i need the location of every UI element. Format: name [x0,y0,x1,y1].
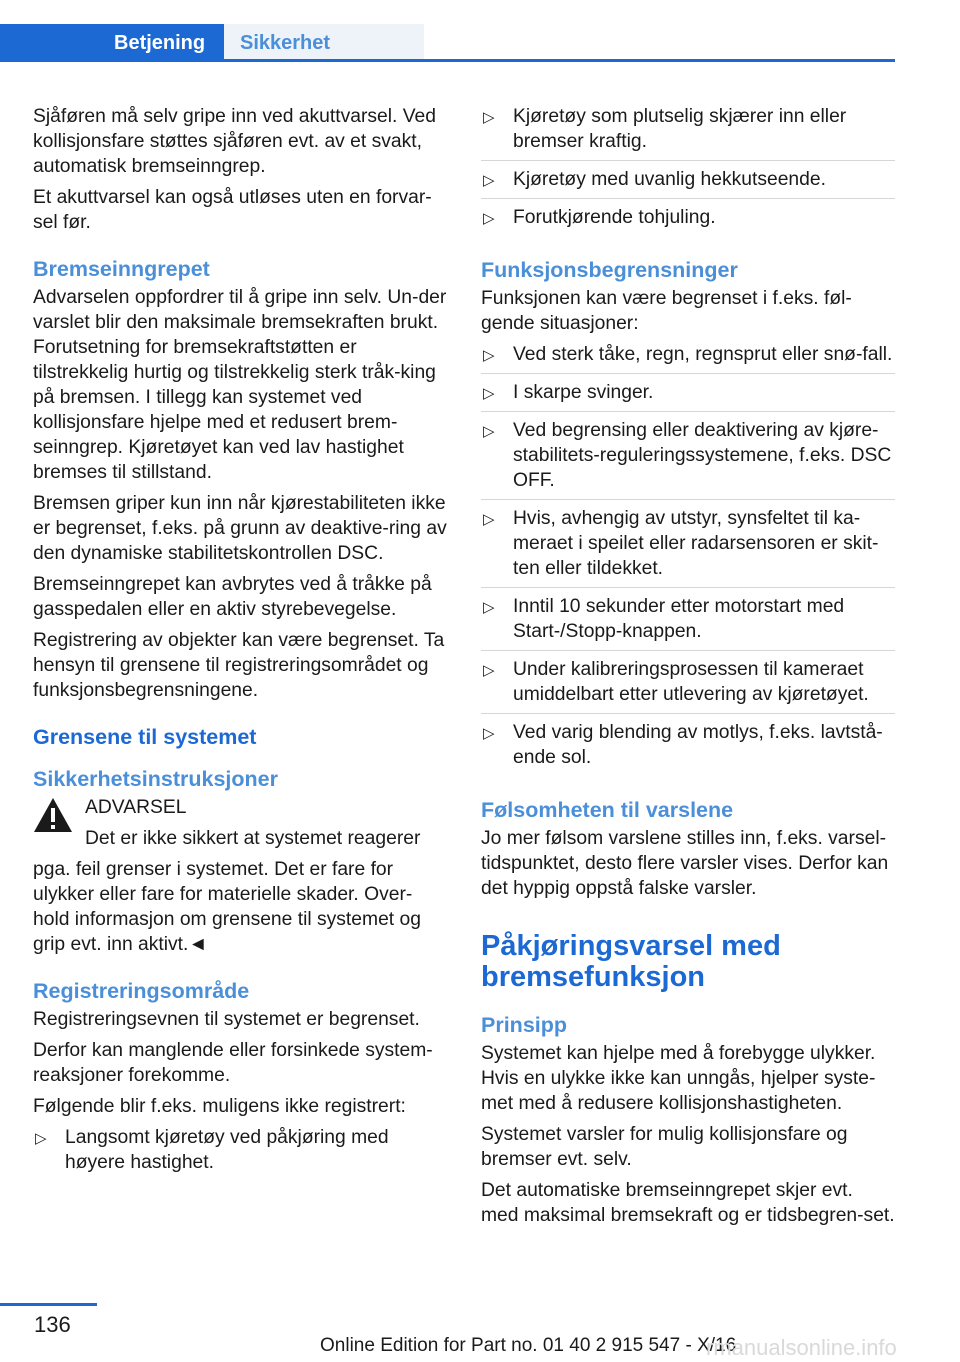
triangle-bullet-icon: ▷ [483,423,495,440]
warning-label: ADVARSEL [85,797,187,818]
warning-first-line: Det er ikke sikkert at systemet reagerer [85,828,421,849]
list-item: ▷ Kjøretøy med uvanlig hekkutseende. [481,167,895,199]
section-title: Påkjøringsvarsel med bremsefunksjon [481,930,781,993]
header-tabs [0,0,895,62]
bullet-list [481,104,895,236]
paragraph: Følgende blir f.eks. muligens ikke registrert: [33,1096,406,1117]
paragraph: Systemet kan hjelpe med å forebygge ulykker. Hvis en ulykke ikke kan unngås, hjelper syste-met med å redusere kollisjonshastigheten. [481,1043,876,1114]
paragraph: Bremseinngrepet kan avbrytes ved å tråkke på gasspedalen eller en aktiv styrebevegelse. [33,574,432,620]
triangle-bullet-icon: ▷ [483,599,495,616]
paragraph: Advarselen oppfordrer til å gripe inn selv. Un-der varslet blir den maksimale bremsekraften brukt. Forutsetning for bremsekraftstøtten er tilstrekkelig hurtig og tilstrekkelig sterk tråk-king på bremsen. I tillegg kan systemet ved kollisjonsfare hjelpe med et redusert brem-seinngrep. Kjøretøyet kan ved lav hastighet bremses til stillstand. [33,287,447,483]
bullet-list [33,1125,447,1181]
warning-text: pga. feil grenser i systemet. Det er fare for ulykker eller fare for materielle skader. Over-hold informasjon om grensene til systemet og grip evt. inn aktivt.◄ [33,859,421,955]
header-rule [0,59,895,62]
warning-triangle-icon [33,797,73,833]
warning-block [33,795,447,957]
list-item: ▷ I skarpe svinger. [481,380,895,412]
paragraph: Bremsen griper kun inn når kjørestabiliteten ikke er begrenset, f.eks. på grunn av deaktive-ring av den dynamiske stabilitetskontrollen DSC. [33,493,447,564]
triangle-bullet-icon: ▷ [483,210,495,227]
heading-registreringsomrade: Registreringsområde [33,979,250,1003]
list-item: ▷ Kjøretøy som plutselig skjærer inn eller bremser kraftig. [481,104,895,161]
list-item: ▷ Langsomt kjøretøy ved påkjøring med høyere hastighet. [35,1127,389,1173]
heading-bremseinngrepet: Bremseinngrepet [33,257,210,281]
list-item: ▷ Forutkjørende tohjuling. [481,205,895,236]
list-item: ▷ Hvis, avhengig av utstyr, synsfeltet til ka-meraet i speilet eller radarsensoren er skit-ten eller tildekket. [481,506,895,588]
heading-grensene: Grensene til systemet [33,725,257,749]
paragraph: Et akuttvarsel kan også utløses uten en forvar-sel før. [33,187,432,233]
paragraph: Derfor kan manglende eller forsinkede system-reaksjoner forekomme. [33,1040,433,1086]
paragraph: Sjåføren må selv gripe inn ved akuttvarsel. Ved kollisjonsfare støttes sjåføren evt. av et svakt, automatisk bremseinngrep. [33,106,436,177]
list-item: ▷ Ved begrensing eller deaktivering av kjøre-stabilitets-reguleringssystemene, f.eks. DSC OFF. [481,418,895,500]
paragraph: Systemet varsler for mulig kollisjonsfare og bremser evt. selv. [481,1124,848,1170]
bullet-list [481,342,895,776]
paragraph: Registrering av objekter kan være begrenset. Ta hensyn til grensene til registreringsområdet og funksjonsbegrensningene. [33,630,445,701]
triangle-bullet-icon: ▷ [483,172,495,189]
list-item: ▷ Ved varig blending av motlys, f.eks. lavtstå-ende sol. [483,722,883,768]
paragraph: Jo mer følsom varslene stilles inn, f.eks. varsel-tidspunktet, desto flere varsler vises. Derfor kan det hyppig oppstå falske varsler. [481,828,889,899]
watermark: rmanualsonline.info [706,1335,897,1360]
heading-prinsipp: Prinsipp [481,1013,568,1037]
right-column [481,104,895,1234]
paragraph: Funksjonen kan være begrenset i f.eks. føl-gende situasjoner: [481,288,852,334]
triangle-bullet-icon: ▷ [483,662,495,679]
triangle-bullet-icon: ▷ [483,109,495,126]
triangle-bullet-icon: ▷ [35,1130,47,1147]
footer-rule [0,1303,97,1306]
triangle-bullet-icon: ▷ [483,511,495,528]
triangle-bullet-icon: ▷ [483,385,495,402]
page-number: 136 [34,1312,71,1337]
triangle-bullet-icon: ▷ [483,725,495,742]
tab-sikkerhet[interactable]: Sikkerhet [224,24,424,62]
heading-sikkerhetsinstruksjoner: Sikkerhetsinstruksjoner [33,767,278,791]
heading-funksjonsbegrensninger: Funksjonsbegrensninger [481,258,738,282]
list-item: ▷ Under kalibreringsprosessen til kameraet umiddelbart etter utlevering av kjøretøyet. [481,657,895,714]
triangle-bullet-icon: ▷ [483,347,495,364]
list-item: ▷ Ved sterk tåke, regn, regnsprut eller snø-fall. [481,342,895,374]
edition-text: Online Edition for Part no. 01 40 2 915 547 - X/16 [320,1335,737,1356]
list-item: ▷ Inntil 10 sekunder etter motorstart med Start-/Stopp-knappen. [481,594,895,651]
tab-betjening[interactable]: Betjening [0,24,224,62]
heading-folsomheten: Følsomheten til varslene [481,798,734,822]
left-column [33,104,447,1187]
paragraph: Registreringsevnen til systemet er begrenset. [33,1009,420,1030]
paragraph: Det automatiske bremseinngrepet skjer evt. med maksimal bremsekraft og er tidsbegren-set. [481,1180,895,1226]
